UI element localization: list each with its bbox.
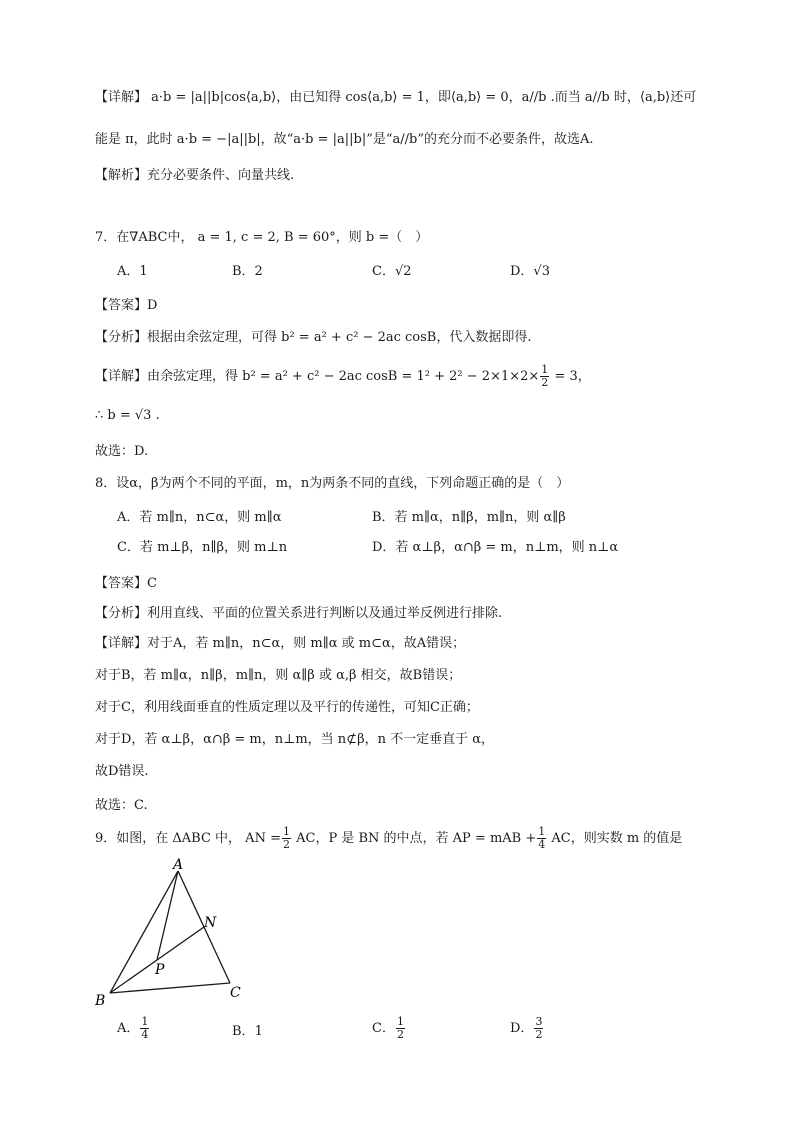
q8-stem: 8．设α，β为两个不同的平面，m，n为两条不同的直线，下列命题正确的是（ ） (95, 476, 570, 491)
vertex-label-c: C (230, 985, 241, 1001)
edge-ab (110, 871, 178, 993)
q7-option-a: A．1 (117, 264, 148, 279)
q8-option-b: B．若 m∥α，n∥β，m∥n，则 α∥β (372, 510, 566, 525)
segment-ap (157, 871, 178, 960)
q8-detail-3: 对于C，利用线面垂直的性质定理以及平行的传递性，可知C正确； (95, 700, 479, 715)
q6-analysis: 【解析】充分必要条件、向量共线. (95, 168, 295, 183)
point-label-p: P (155, 962, 165, 978)
fraction-denominator: 4 (141, 1028, 149, 1041)
q8-detail-2: 对于B，若 m∥α，n∥β，m∥n，则 α∥β 或 α,β 相交，故B错误； (95, 668, 462, 683)
option-fraction (396, 1016, 405, 1041)
fraction-denominator: 4 (538, 838, 546, 851)
q8-option-d: D．若 α⊥β，α∩β = m，n⊥m，则 n⊥α (372, 540, 619, 555)
fraction-denominator: 2 (396, 1028, 404, 1041)
q9-option-c (372, 1016, 406, 1041)
q8-option-a: A．若 m∥n，n⊂α，则 m∥α (117, 510, 282, 525)
option-fraction (140, 1016, 149, 1041)
fraction-numerator: 1 (282, 825, 290, 838)
q7-option-c: C．√2 (372, 264, 412, 279)
q8-answer: 【答案】C (95, 576, 157, 591)
q7-therefore: ∴ b = √3 . (95, 408, 160, 423)
fraction-numerator: 3 (535, 1015, 543, 1028)
q7-stem: 7．在∇ABC中， a = 1, c = 2, B = 60°，则 b =（ ） (95, 230, 429, 245)
q9-stem (95, 826, 682, 851)
q6-detail-line1: 【详解】 a·b = |a||b|cos⟨a,b⟩，由已知得 cos⟨a,b⟩ = 1，即⟨a,b⟩ = 0，a//b .而当 a//b 时，⟨a,b⟩还可 (95, 90, 697, 105)
q7-option-d: D．√3 (510, 264, 550, 279)
fraction-numerator: 1 (396, 1015, 404, 1028)
q9-stem-part-b: AC，P 是 BN 的中点，若 AP = mAB + (291, 831, 537, 846)
edge-bc (110, 983, 230, 993)
vertex-label-a: A (173, 857, 184, 873)
q9-stem-part-c: AC，则实数 m 的值是 (547, 831, 683, 846)
q8-detail-1: 【详解】对于A，若 m∥n，n⊂α，则 m∥α 或 m⊂α，故A错误； (95, 636, 466, 651)
q8-choice: 故选：C. (95, 798, 148, 813)
fraction-denominator: 2 (282, 838, 290, 851)
q7-answer: 【答案】D (95, 298, 158, 313)
q6-detail-line2: 能是 π，此时 a·b = −|a||b|，故“a·b = |a||b|”是“a//b”的充分而不必要条件，故选A. (95, 132, 594, 147)
q8-detail-4: 对于D，若 α⊥β，α∩β = m，n⊥m，当 n⊄β，n 不一定垂直于 α， (95, 732, 495, 747)
q7-detail-suffix: = 3， (550, 369, 591, 384)
q7-choice: 故选：D. (95, 444, 149, 459)
q9-option-a (117, 1016, 150, 1041)
q8-detail-5: 故D错误. (95, 764, 149, 779)
q7-detail-fraction (540, 364, 549, 389)
fraction-numerator: 1 (538, 825, 546, 838)
q9-stem-fraction-2 (537, 826, 546, 851)
point-label-n: N (204, 915, 217, 931)
fraction-denominator: 2 (535, 1028, 543, 1041)
option-prefix: A． (117, 1021, 140, 1036)
q9-triangle-figure (90, 855, 260, 1010)
fraction-denominator: 2 (541, 376, 549, 389)
q7-option-b: B．2 (232, 264, 263, 279)
q8-option-c: C．若 m⊥β，n∥β，则 m⊥n (117, 540, 288, 555)
q9-option-d (510, 1016, 544, 1041)
q9-option-b (232, 1022, 263, 1042)
q7-detail (95, 364, 591, 389)
vertex-label-b: B (95, 993, 106, 1009)
q9-stem-fraction-1 (282, 826, 291, 851)
q9-stem-part-a: 9．如图，在 ΔABC 中， AN = (95, 831, 281, 846)
q8-analysis: 【分析】利用直线、平面的位置关系进行判断以及通过举反例进行排除. (95, 606, 503, 621)
fraction-numerator: 1 (141, 1015, 149, 1028)
option-value: 1 (254, 1024, 263, 1039)
option-prefix: D． (510, 1021, 534, 1036)
option-prefix: C． (372, 1021, 395, 1036)
fraction-numerator: 1 (541, 363, 549, 376)
option-prefix: B． (232, 1024, 255, 1039)
option-fraction (534, 1016, 543, 1041)
q7-detail-prefix: 【详解】由余弦定理，得 b² = a² + c² − 2ac cosB = 1² + 2² − 2×1×2× (95, 369, 540, 384)
q7-analysis: 【分析】根据由余弦定理，可得 b² = a² + c² − 2ac cosB，代入数据即得. (95, 330, 532, 345)
